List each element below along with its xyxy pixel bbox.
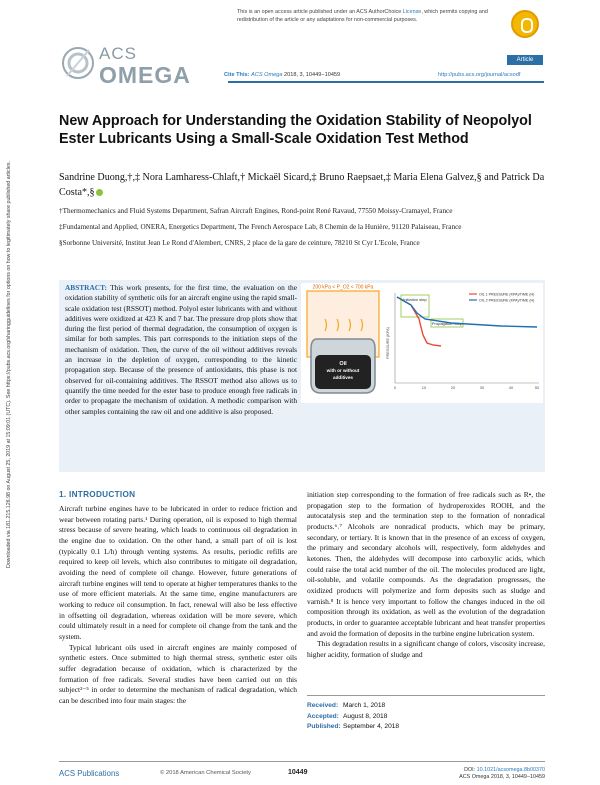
article-type-badge: Article: [507, 55, 543, 65]
page-number: 10449: [288, 769, 308, 776]
vessel-label-oil: Oil: [339, 361, 347, 367]
legend-oil2: OIL 2 PRESSURE (KPA)/TIME (H): [479, 298, 535, 303]
download-side-note: [6, 161, 20, 568]
toc-graphic: [301, 283, 543, 403]
license-link[interactable]: License: [402, 9, 422, 15]
header-rule: [228, 81, 544, 83]
cite-label: Cite This:: [224, 72, 250, 78]
footer-citation: ACS Omega 2018, 3, 10449−10459: [459, 774, 545, 780]
paragraph: initiation step corresponding to the formation of free radicals such as R•, the propagation step to the formation of hydroperoxides ROOH, and the autocatalysis step and the termination step to the formation of nonradical products.⁶˒⁷ Alcohols are nonradical products, which may be primary, secondary, or tertiary. It is known that in the presence of an excess of oxygen, the primary and secondary alcohols will, respectively, form aldehydes and ketones. Then, the aldehydes will decompose into carboxylic acids, which could raise the total acid number of the oil. The molecules produced are light, oil-soluble, and volatile compounds. As the degradation progresses, the oxidized products will polymerize and form deposits such as sludge and varnish.⁸ It is hence very important to follow the changes induced in the oil composition through its oxidation, as well as the evolution of the degradation products, in order to guarantee acceptable lubricant and heat transfer properties and avoid the formation of deposits in the turbine engine lubrication system.: [307, 490, 545, 638]
cite-ref: 2018, 3, 10449−10459: [282, 72, 341, 78]
affiliations: [59, 206, 545, 254]
affiliation: §Sorbonne Université, Institut Jean Le Rond d'Alembert, CNRS, 2 place de la gare de ceinture, 78210 St Cyr L'Ecole, France: [59, 239, 420, 247]
paragraph: This degradation results in a significant change of colors, viscosity increase, higher acidity, formation of sludge and: [307, 639, 545, 659]
date-received: Received: March 1, 2018: [307, 702, 386, 709]
body-column-right: [307, 490, 545, 661]
y-axis-label: PRESSURE (KPA): [386, 327, 390, 359]
doi-block: DOI: 10.1021/acsomega.8b00370 ACS Omega 2018, 3, 10449−10459: [453, 767, 545, 781]
legend-oil1: OIL 1 PRESSURE (KPA)/TIME (H): [479, 292, 535, 297]
journal-url-link[interactable]: http://pubs.acs.org/journal/acsodf: [438, 72, 521, 78]
x-tick: 50: [534, 385, 540, 390]
page-footer: [59, 761, 545, 785]
abstract-body: This work presents, for the first time, the evaluation on the oxidation stability of synthetic oils for an aircraft engine using the rapid small-scale oxidation test (RSSOT) method. Polyol ester lubricants with and without additives were oxidized at 423 K and 7 bar. The pressure drop plots show that during the first period of thermal degradation, the consumption of oxygen is similar for both samples. This part corresponds to the initiation steps of the mechanism of oxidation. Then, the curve of the oil without additives reveals an increase in the depletion of oxygen, corresponding to the kinetic propagation step. Because of the presence of antioxidants, this phase is not observed for oil-containing additives. The RSSOT method also allows us to quantify the time needed for the ester base to produce enough free radicals in order to propagate the mechanism of oxidation. A methodic comparison with other samples containing the raw oil and one additive is also proposed.: [65, 283, 297, 416]
toc-figure: [301, 283, 543, 403]
orcid-icon[interactable]: [96, 189, 103, 196]
acs-omega-logo[interactable]: [61, 44, 189, 94]
x-tick: 20: [450, 385, 456, 390]
x-tick: 40: [508, 385, 514, 390]
copyright: © 2018 American Chemical Society: [160, 770, 251, 776]
acs-publications-logo[interactable]: ACS Publications: [59, 769, 120, 778]
x-tick: 0: [393, 385, 397, 390]
logo-acs-text: ACS: [99, 44, 137, 63]
abstract-label: ABSTRACT:: [65, 283, 107, 292]
initiation-step-label: Initiation step: [403, 297, 427, 302]
paragraph: Typical lubricant oils used in aircraft engines are mainly composed of synthetic esters. Once submitted to high thermal stress, synthetic ester oils suffer degradation because of oxidation, which is characterized by the formation of free radicals. Several studies have been carried out on this subject²⁻⁵ in order to determine the mechanism of radical degradation, which can be described into four main stages: the: [59, 642, 297, 705]
affiliation: †Thermomechanics and Fluid Systems Department, Safran Aircraft Engines, Rond-point René Ravaud, 77550 Moissy-Cramayel, France: [59, 207, 453, 215]
open-access-lock-icon: [511, 10, 539, 38]
x-tick: 30: [479, 385, 485, 390]
date-published: Published: September 4, 2018: [307, 723, 400, 730]
doi-link[interactable]: 10.1021/acsomega.8b00370: [476, 767, 545, 773]
side-note-text: Downloaded via 181.215.126.98 on August 25, 2019 at 15:09:01 (UTC). See https://pubs.acs.org/sharingguidelines for options on how to legitimately share published articles.: [6, 161, 12, 568]
vessel-label-additives: additives: [333, 375, 353, 380]
omega-logo-icon: [61, 46, 95, 80]
x-tick: 10: [421, 385, 427, 390]
cite-journal: ACS Omega: [251, 72, 283, 78]
author-list: Sandrine Duong,†,‡ Nora Lamharess-Chlaft,† Mickaël Sicard,‡ Bruno Raepsaet,‡ Maria Elena Galvez,§ and Patrick Da Costa*,§: [59, 172, 545, 198]
paragraph: Aircraft turbine engines have to be lubricated in order to reduce friction and wear between rotating parts.¹ During operation, oil is exposed to high thermal stress because of severe heating, which leads to continuous oil degradation in the engine due to oxidation. On the other hand, a small part of oil is lost (typically 0.1 L/h) through venting systems. As results, periodic refills are required to keep oil levels, which also contributes to mitigate oil degradation, avoiding the need of complete oil change. However, future generations of aircraft turbine engines will tend to operate at higher temperatures thanks to the use of more efficient materials. At the same time, engine manufacturers are working to reduce oil consumption. In fact, renewal will also be less effective in offsetting oil degradation, whereas oxidation will be more severe, which could ultimately result in a need for complete oil change from the tank and the system.: [59, 504, 297, 641]
logo-omega-text: OMEGA: [99, 62, 191, 88]
article-title: New Approach for Understanding the Oxidation Stability of Neopolyol Ester Lubricants Using a Small-Scale Oxidation Test Method: [59, 113, 532, 147]
section-heading-introduction: 1. INTRODUCTION: [59, 490, 136, 499]
vessel-label-with: with or without: [326, 368, 360, 373]
propagation-step-label: Propagation step: [431, 321, 463, 326]
cite-this[interactable]: [224, 72, 340, 78]
date-accepted: Accepted: August 8, 2018: [307, 712, 388, 720]
open-access-notice: This is an open access article published under an ACS AuthorChoice License, which permits copying and redistribution of the article or any adaptations for non-commercial purposes.: [237, 9, 488, 23]
affiliation: ‡Fundamental and Applied, ONERA, Energetics Department, The French Aerospace Lab, 8 Chemin de la Hunière, 91120 Palaiseau, France: [59, 223, 462, 231]
pressure-range-label: 200 kPa < P_O2 < 700 kPa: [312, 284, 374, 291]
publication-dates: [307, 695, 545, 733]
body-column-left: [59, 504, 297, 706]
